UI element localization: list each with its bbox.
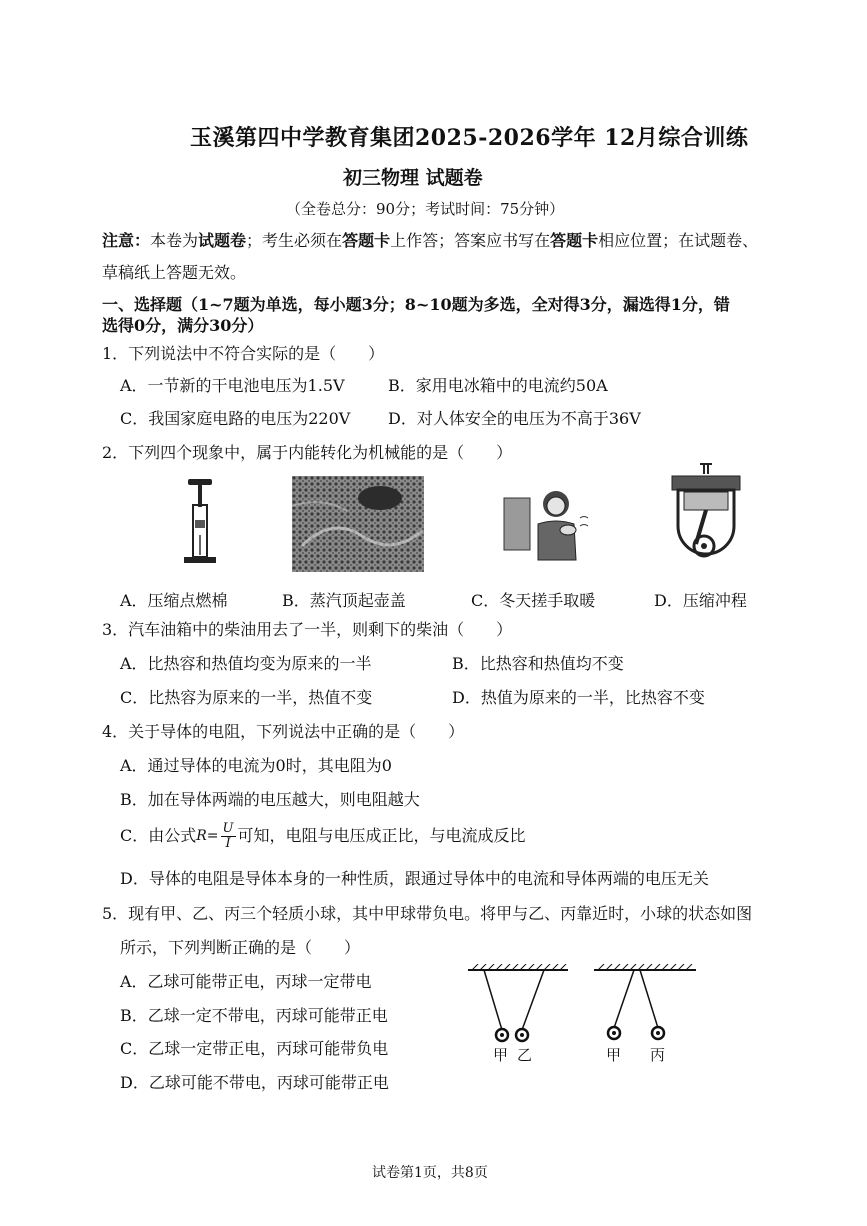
q1-option-a: A．一节新的干电池电压为1.5V xyxy=(120,376,345,395)
notice-line-1 xyxy=(102,233,758,249)
q2-option-a: A．压缩点燃棉 xyxy=(120,591,228,610)
q1-option-d: D．对人体安全的电压为不高于36V xyxy=(388,409,641,428)
q5-option-d: D．乙球可能不带电，丙球可能带正电 xyxy=(120,1073,389,1092)
q4-option-c-suffix: 可知，电阻与电压成正比，与电流成反比 xyxy=(237,826,526,846)
notice-text: ；考生必须在 xyxy=(246,231,343,250)
q5-option-b: B．乙球一定不带电，丙球可能带正电 xyxy=(120,1006,388,1025)
q2-option-b: B．蒸汽顶起壶盖 xyxy=(282,591,406,610)
notice-line-2: 草稿纸上答题无效。 xyxy=(102,263,247,282)
formula-fraction xyxy=(221,822,236,850)
notice-emph: 答题卡 xyxy=(342,231,391,250)
q2-option-c: C．冬天搓手取暖 xyxy=(471,591,596,610)
formula-numerator: U xyxy=(222,821,234,836)
q4-option-a: A．通过导体的电流为0时，其电阻为0 xyxy=(120,756,392,775)
notice-text: 相应位置；在试题卷、 xyxy=(598,231,759,250)
q4-option-c xyxy=(120,822,526,850)
q3-option-c: C．比热容为原来的一半，热值不变 xyxy=(120,688,373,707)
q2-option-d: D．压缩冲程 xyxy=(654,591,747,610)
figure-suspended-balls xyxy=(462,964,702,1044)
q5-stem-line-2: 所示，下列判断正确的是（ ） xyxy=(120,938,361,957)
notice-label: 注意： xyxy=(102,231,151,250)
q1-option-c: C．我国家庭电路的电压为220V xyxy=(120,409,351,428)
figure-compression-apparatus xyxy=(180,475,220,570)
q4-stem: 4．关于导体的电阻，下列说法中正确的是（ ） xyxy=(102,722,465,741)
ball-label-bing: 丙 xyxy=(650,1046,666,1064)
section-heading-line-1: 一、选择题（1~7题为单选，每小题3分；8~10题为多选，全对得3分，漏选得1分，错 xyxy=(102,295,730,314)
figure-kettle-steam xyxy=(292,476,424,572)
formula-denominator: I xyxy=(225,835,231,851)
notice-emph: 答题卡 xyxy=(550,231,599,250)
ball-label-jia-left: 甲 xyxy=(493,1046,509,1064)
notice-text: 上作答；答案应书写在 xyxy=(390,231,551,250)
q3-option-a: A．比热容和热值均变为原来的一半 xyxy=(120,654,372,673)
q3-option-d: D．热值为原来的一半，比热容不变 xyxy=(452,688,705,707)
page-subtitle: 初三物理 试题卷 xyxy=(343,167,483,189)
q3-stem: 3．汽车油箱中的柴油用去了一半，则剩下的柴油（ ） xyxy=(102,620,513,639)
exam-info: （全卷总分：90分；考试时间：75分钟） xyxy=(286,200,565,218)
ball-label-jia-right: 甲 xyxy=(606,1046,622,1064)
section-heading-line-2: 选得0分，满分30分） xyxy=(102,316,264,335)
notice-emph: 试题卷 xyxy=(198,231,247,250)
figure-rubbing-hands xyxy=(498,484,594,568)
q4-option-c-prefix: C．由公式 xyxy=(120,826,197,846)
q4-option-d: D．导体的电阻是导体本身的一种性质，跟通过导体中的电流和导体两端的电压无关 xyxy=(120,869,709,888)
q5-stem-line-1: 5．现有甲、乙、丙三个轻质小球，其中甲球带负电。将甲与乙、丙靠近时，小球的状态如图 xyxy=(102,904,753,923)
notice-text: 本卷为 xyxy=(150,231,199,250)
q5-option-a: A．乙球可能带正电，丙球一定带电 xyxy=(120,972,372,991)
figure-engine-stroke xyxy=(666,462,746,572)
q1-stem: 1．下列说法中不符合实际的是（ ） xyxy=(102,344,385,363)
q4-option-b: B．加在导体两端的电压越大，则电阻越大 xyxy=(120,790,420,809)
q1-option-b: B．家用电冰箱中的电流约50A xyxy=(388,376,608,395)
page-title: 玉溪第四中学教育集团2025-2026学年 12月综合训练 xyxy=(190,125,749,151)
ball-label-yi: 乙 xyxy=(517,1046,533,1064)
q5-option-c: C．乙球一定带正电，丙球可能带负电 xyxy=(120,1039,389,1058)
formula-r: R xyxy=(196,828,207,845)
q3-option-b: B．比热容和热值均不变 xyxy=(452,654,624,673)
page-footer: 试卷第1页，共8页 xyxy=(372,1165,488,1181)
q2-stem: 2．下列四个现象中，属于内能转化为机械能的是（ ） xyxy=(102,443,513,462)
formula-equals: = xyxy=(206,828,219,845)
